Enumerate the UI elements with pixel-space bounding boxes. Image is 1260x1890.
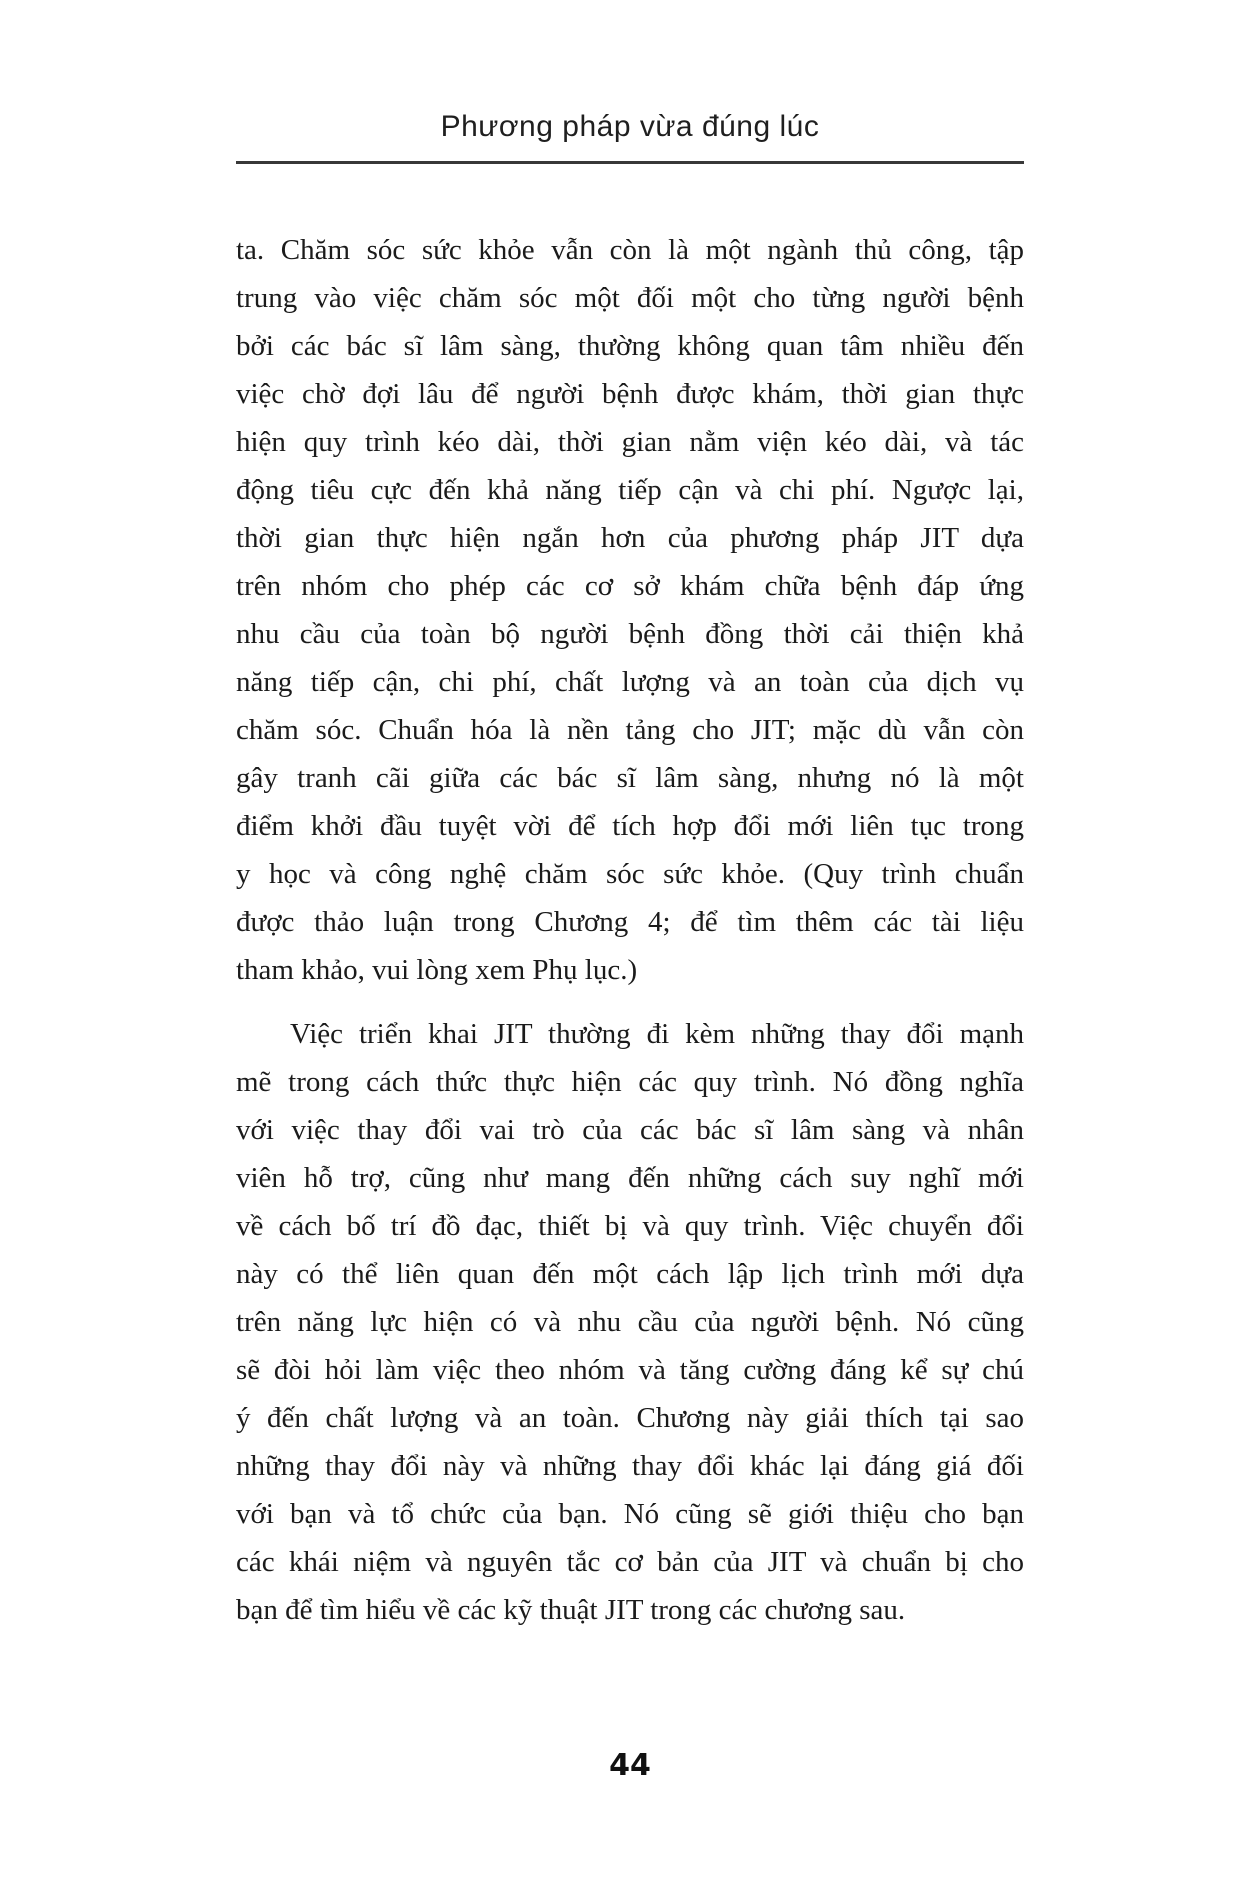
page-number: 44: [609, 1748, 651, 1783]
text-line: chăm sóc. Chuẩn hóa là nền tảng cho JIT; mặc dù vẫn còn: [236, 714, 1024, 746]
paragraph-2: [236, 1010, 1024, 1634]
text-line: viên hỗ trợ, cũng như mang đến những cách suy nghĩ mới: [236, 1162, 1024, 1194]
text-line: bạn để tìm hiểu về các kỹ thuật JIT trong các chương sau.: [236, 1594, 906, 1626]
text-line: nhu cầu của toàn bộ người bệnh đồng thời cải thiện khả: [236, 618, 1024, 650]
text-line: ta. Chăm sóc sức khỏe vẫn còn là một ngành thủ công, tập: [236, 234, 1024, 266]
text-line: trên nhóm cho phép các cơ sở khám chữa bệnh đáp ứng: [236, 570, 1024, 602]
text-line: các khái niệm và nguyên tắc cơ bản của JIT và chuẩn bị cho: [236, 1546, 1024, 1578]
text-line: gây tranh cãi giữa các bác sĩ lâm sàng, nhưng nó là một: [236, 762, 1024, 794]
text-line: bởi các bác sĩ lâm sàng, thường không quan tâm nhiều đến: [236, 330, 1024, 362]
text-line: trên năng lực hiện có và nhu cầu của người bệnh. Nó cũng: [236, 1306, 1024, 1338]
text-line: tham khảo, vui lòng xem Phụ lục.): [236, 954, 638, 986]
page-header: [236, 110, 1024, 164]
text-line: hiện quy trình kéo dài, thời gian nằm viện kéo dài, và tác: [236, 426, 1024, 458]
text-line: việc chờ đợi lâu để người bệnh được khám, thời gian thực: [236, 378, 1024, 410]
body-text: [236, 226, 1024, 1634]
text-line: được thảo luận trong Chương 4; để tìm thêm các tài liệu: [236, 906, 1024, 938]
text-line: điểm khởi đầu tuyệt vời để tích hợp đổi mới liên tục trong: [236, 810, 1024, 842]
text-line: ý đến chất lượng và an toàn. Chương này giải thích tại sao: [236, 1402, 1024, 1434]
text-line: y học và công nghệ chăm sóc sức khỏe. (Quy trình chuẩn: [236, 858, 1024, 890]
text-line: trung vào việc chăm sóc một đối một cho từng người bệnh: [236, 282, 1024, 314]
text-line: mẽ trong cách thức thực hiện các quy trình. Nó đồng nghĩa: [236, 1066, 1024, 1098]
text-line: năng tiếp cận, chi phí, chất lượng và an toàn của dịch vụ: [236, 666, 1024, 698]
text-line: sẽ đòi hỏi làm việc theo nhóm và tăng cường đáng kể sự chú: [236, 1354, 1024, 1386]
text-line: này có thể liên quan đến một cách lập lịch trình mới dựa: [236, 1258, 1024, 1290]
text-line: thời gian thực hiện ngắn hơn của phương pháp JIT dựa: [236, 522, 1024, 554]
text-line: với việc thay đổi vai trò của các bác sĩ lâm sàng và nhân: [236, 1114, 1024, 1146]
text-line: động tiêu cực đến khả năng tiếp cận và chi phí. Ngược lại,: [236, 474, 1024, 506]
text-line: Việc triển khai JIT thường đi kèm những thay đổi mạnh: [290, 1018, 1024, 1050]
text-line: những thay đổi này và những thay đổi khác lại đáng giá đối: [236, 1450, 1024, 1482]
text-line: với bạn và tổ chức của bạn. Nó cũng sẽ giới thiệu cho bạn: [236, 1498, 1024, 1530]
text-line: về cách bố trí đồ đạc, thiết bị và quy trình. Việc chuyển đổi: [236, 1210, 1024, 1242]
paragraph-1: [236, 226, 1024, 994]
running-header-title: Phương pháp vừa đúng lúc: [440, 110, 820, 143]
